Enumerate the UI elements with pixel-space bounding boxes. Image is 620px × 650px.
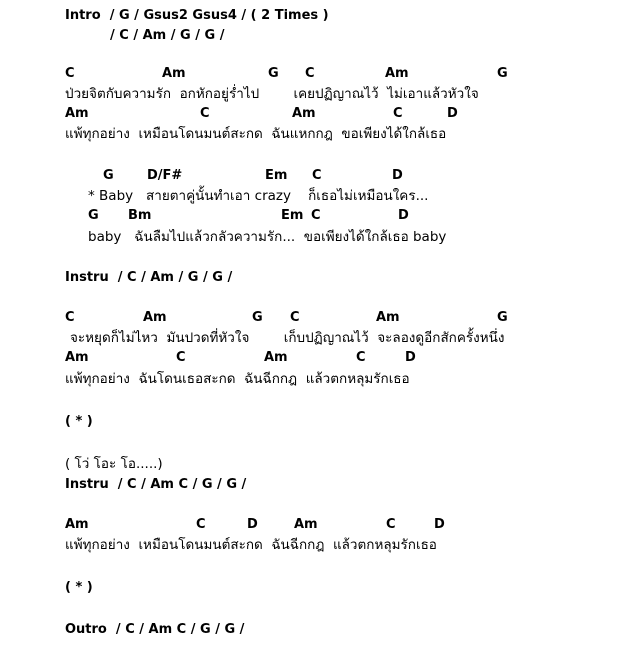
chord: C	[311, 208, 321, 223]
chord: G	[252, 310, 263, 325]
chord: G	[103, 168, 114, 183]
chord: C	[312, 168, 322, 183]
intro-line-2: / C / Am / G / G /	[110, 28, 225, 43]
chord: C	[386, 517, 396, 532]
chord: G	[268, 66, 279, 81]
instru-line-2: Instru / C / Am C / G / G /	[65, 477, 247, 492]
chord: D	[434, 517, 445, 532]
chord: Am	[264, 350, 288, 365]
chord: D	[398, 208, 409, 223]
chord: Am	[385, 66, 409, 81]
chord: D	[405, 350, 416, 365]
chord: C	[65, 66, 75, 81]
instru-line: Instru / C / Am / G / G /	[65, 270, 233, 285]
lyric-line: baby ฉันลืมไปแล้วกลัวความรัก... ขอเพียงได้ใกล้เธอ baby	[88, 229, 447, 245]
lyric-line: * Baby สายตาคู่นั้นทำเอา crazy ก็เธอไม่เหมือนใคร...	[88, 188, 429, 204]
chord: C	[356, 350, 366, 365]
chord: Am	[143, 310, 167, 325]
chord: Am	[292, 106, 316, 121]
chord: C	[65, 310, 75, 325]
chord: G	[497, 310, 508, 325]
chord: C	[196, 517, 206, 532]
interlude-line: ( โว่ โอะ โอ.....)	[65, 456, 163, 472]
chord: Bm	[128, 208, 152, 223]
chord: Am	[65, 350, 89, 365]
chord: Am	[376, 310, 400, 325]
intro-line: Intro / G / Gsus2 Gsus4 / ( 2 Times )	[65, 8, 329, 23]
chord: C	[393, 106, 403, 121]
chord: Am	[65, 517, 89, 532]
chord: D	[392, 168, 403, 183]
chord: C	[290, 310, 300, 325]
chord: Am	[162, 66, 186, 81]
lyric-line: แพ้ทุกอย่าง ฉันโดนเธอสะกด ฉันฉีกกฎ แล้วตกหลุมรักเธอ	[65, 371, 410, 387]
lyric-line: แพ้ทุกอย่าง เหมือนโดนมนต์สะกด ฉันแหกกฎ ขอเพียงได้ใกล้เธอ	[65, 126, 447, 142]
lyric-line: แพ้ทุกอย่าง เหมือนโดนมนต์สะกด ฉันฉีกกฎ แล้วตกหลุมรักเธอ	[65, 537, 437, 553]
chord: Am	[294, 517, 318, 532]
chord: C	[305, 66, 315, 81]
chord: G	[497, 66, 508, 81]
chord: D	[247, 517, 258, 532]
chorus-repeat-marker-2: ( * )	[65, 580, 93, 595]
outro-line: Outro / C / Am C / G / G /	[65, 622, 245, 637]
lyric-line: จะหยุดก็ไม่ไหว มันปวดที่หัวใจ เก็บปฏิญาณไว้ จะลองดูอีกสักครั้งหนึ่ง	[70, 330, 505, 346]
chord: G	[88, 208, 99, 223]
chord: C	[200, 106, 210, 121]
chord: Em	[265, 168, 288, 183]
chorus-repeat-marker: ( * )	[65, 414, 93, 429]
chord: D/F#	[147, 168, 183, 183]
chord: C	[176, 350, 186, 365]
chord: Am	[65, 106, 89, 121]
chord: Em	[281, 208, 304, 223]
lyric-line: ป่วยจิตกับความรัก อกหักอยู่ร่ำไป เคยปฏิญาณไว้ ไม่เอาแล้วหัวใจ	[65, 86, 479, 102]
chord: D	[447, 106, 458, 121]
